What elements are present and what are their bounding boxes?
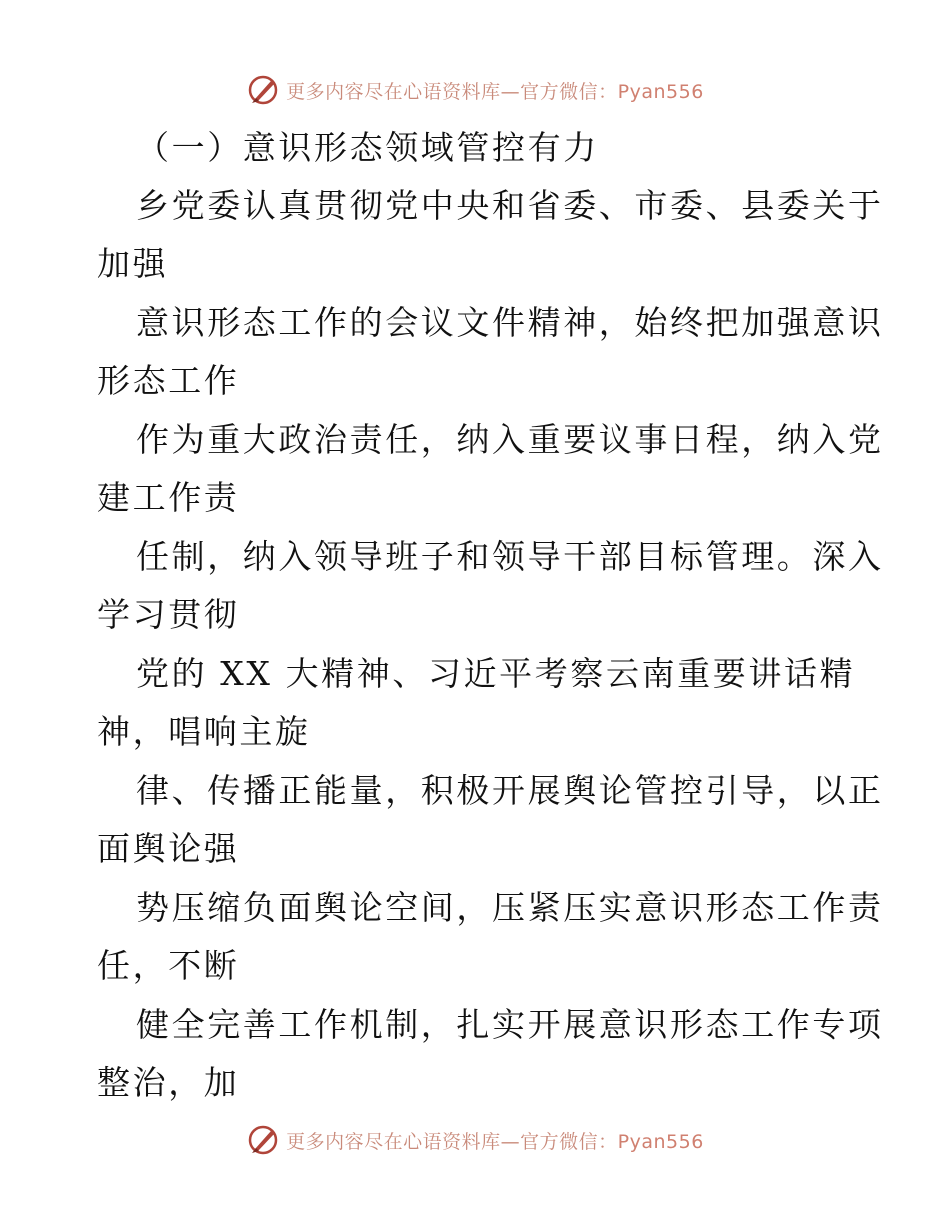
body-line: 任，不断 (97, 946, 240, 985)
watermark-header (0, 70, 950, 110)
body-line: 律、传播正能量，积极开展舆论管控引导，以正 (136, 771, 884, 810)
body-line: 面舆论强 (97, 829, 240, 868)
body-line: 意识形态工作的会议文件精神，始终把加强意识 (136, 303, 884, 342)
section-heading: （一）意识形态领域管控有力 (136, 128, 599, 167)
body-line: 作为重大政治责任，纳入重要议事日程，纳入党 (136, 420, 884, 459)
watermark-footer (0, 1120, 950, 1160)
body-line: 健全完善工作机制，扎实开展意识形态工作专项 (136, 1005, 884, 1044)
watermark-wechat-id: Pyan556 (617, 80, 704, 103)
body-line: 建工作责 (97, 478, 240, 517)
watermark-text: 更多内容尽在心语资料库—官方微信：Pyan556 (286, 1130, 704, 1153)
pen-nib-logo-icon (246, 73, 280, 107)
body-line: 神，唱响主旋 (97, 712, 311, 751)
watermark-text: 更多内容尽在心语资料库—官方微信：Pyan556 (286, 80, 704, 103)
body-line: 加强 (97, 244, 169, 283)
body-line: 势压缩负面舆论空间，压紧压实意识形态工作责 (136, 888, 884, 927)
pen-nib-logo-icon (246, 1123, 280, 1157)
body-line: 任制，纳入领导班子和领导干部目标管理。深入 (136, 537, 884, 576)
watermark-wechat-id: Pyan556 (617, 1130, 704, 1153)
body-line: 学习贯彻 (97, 595, 240, 634)
body-line: 整治，加 (97, 1063, 240, 1102)
body-line: 形态工作 (97, 361, 240, 400)
body-line: 乡党委认真贯彻党中央和省委、市委、县委关于 (136, 186, 884, 225)
body-line: 党的 XX 大精神、习近平考察云南重要讲话精 (136, 654, 856, 693)
